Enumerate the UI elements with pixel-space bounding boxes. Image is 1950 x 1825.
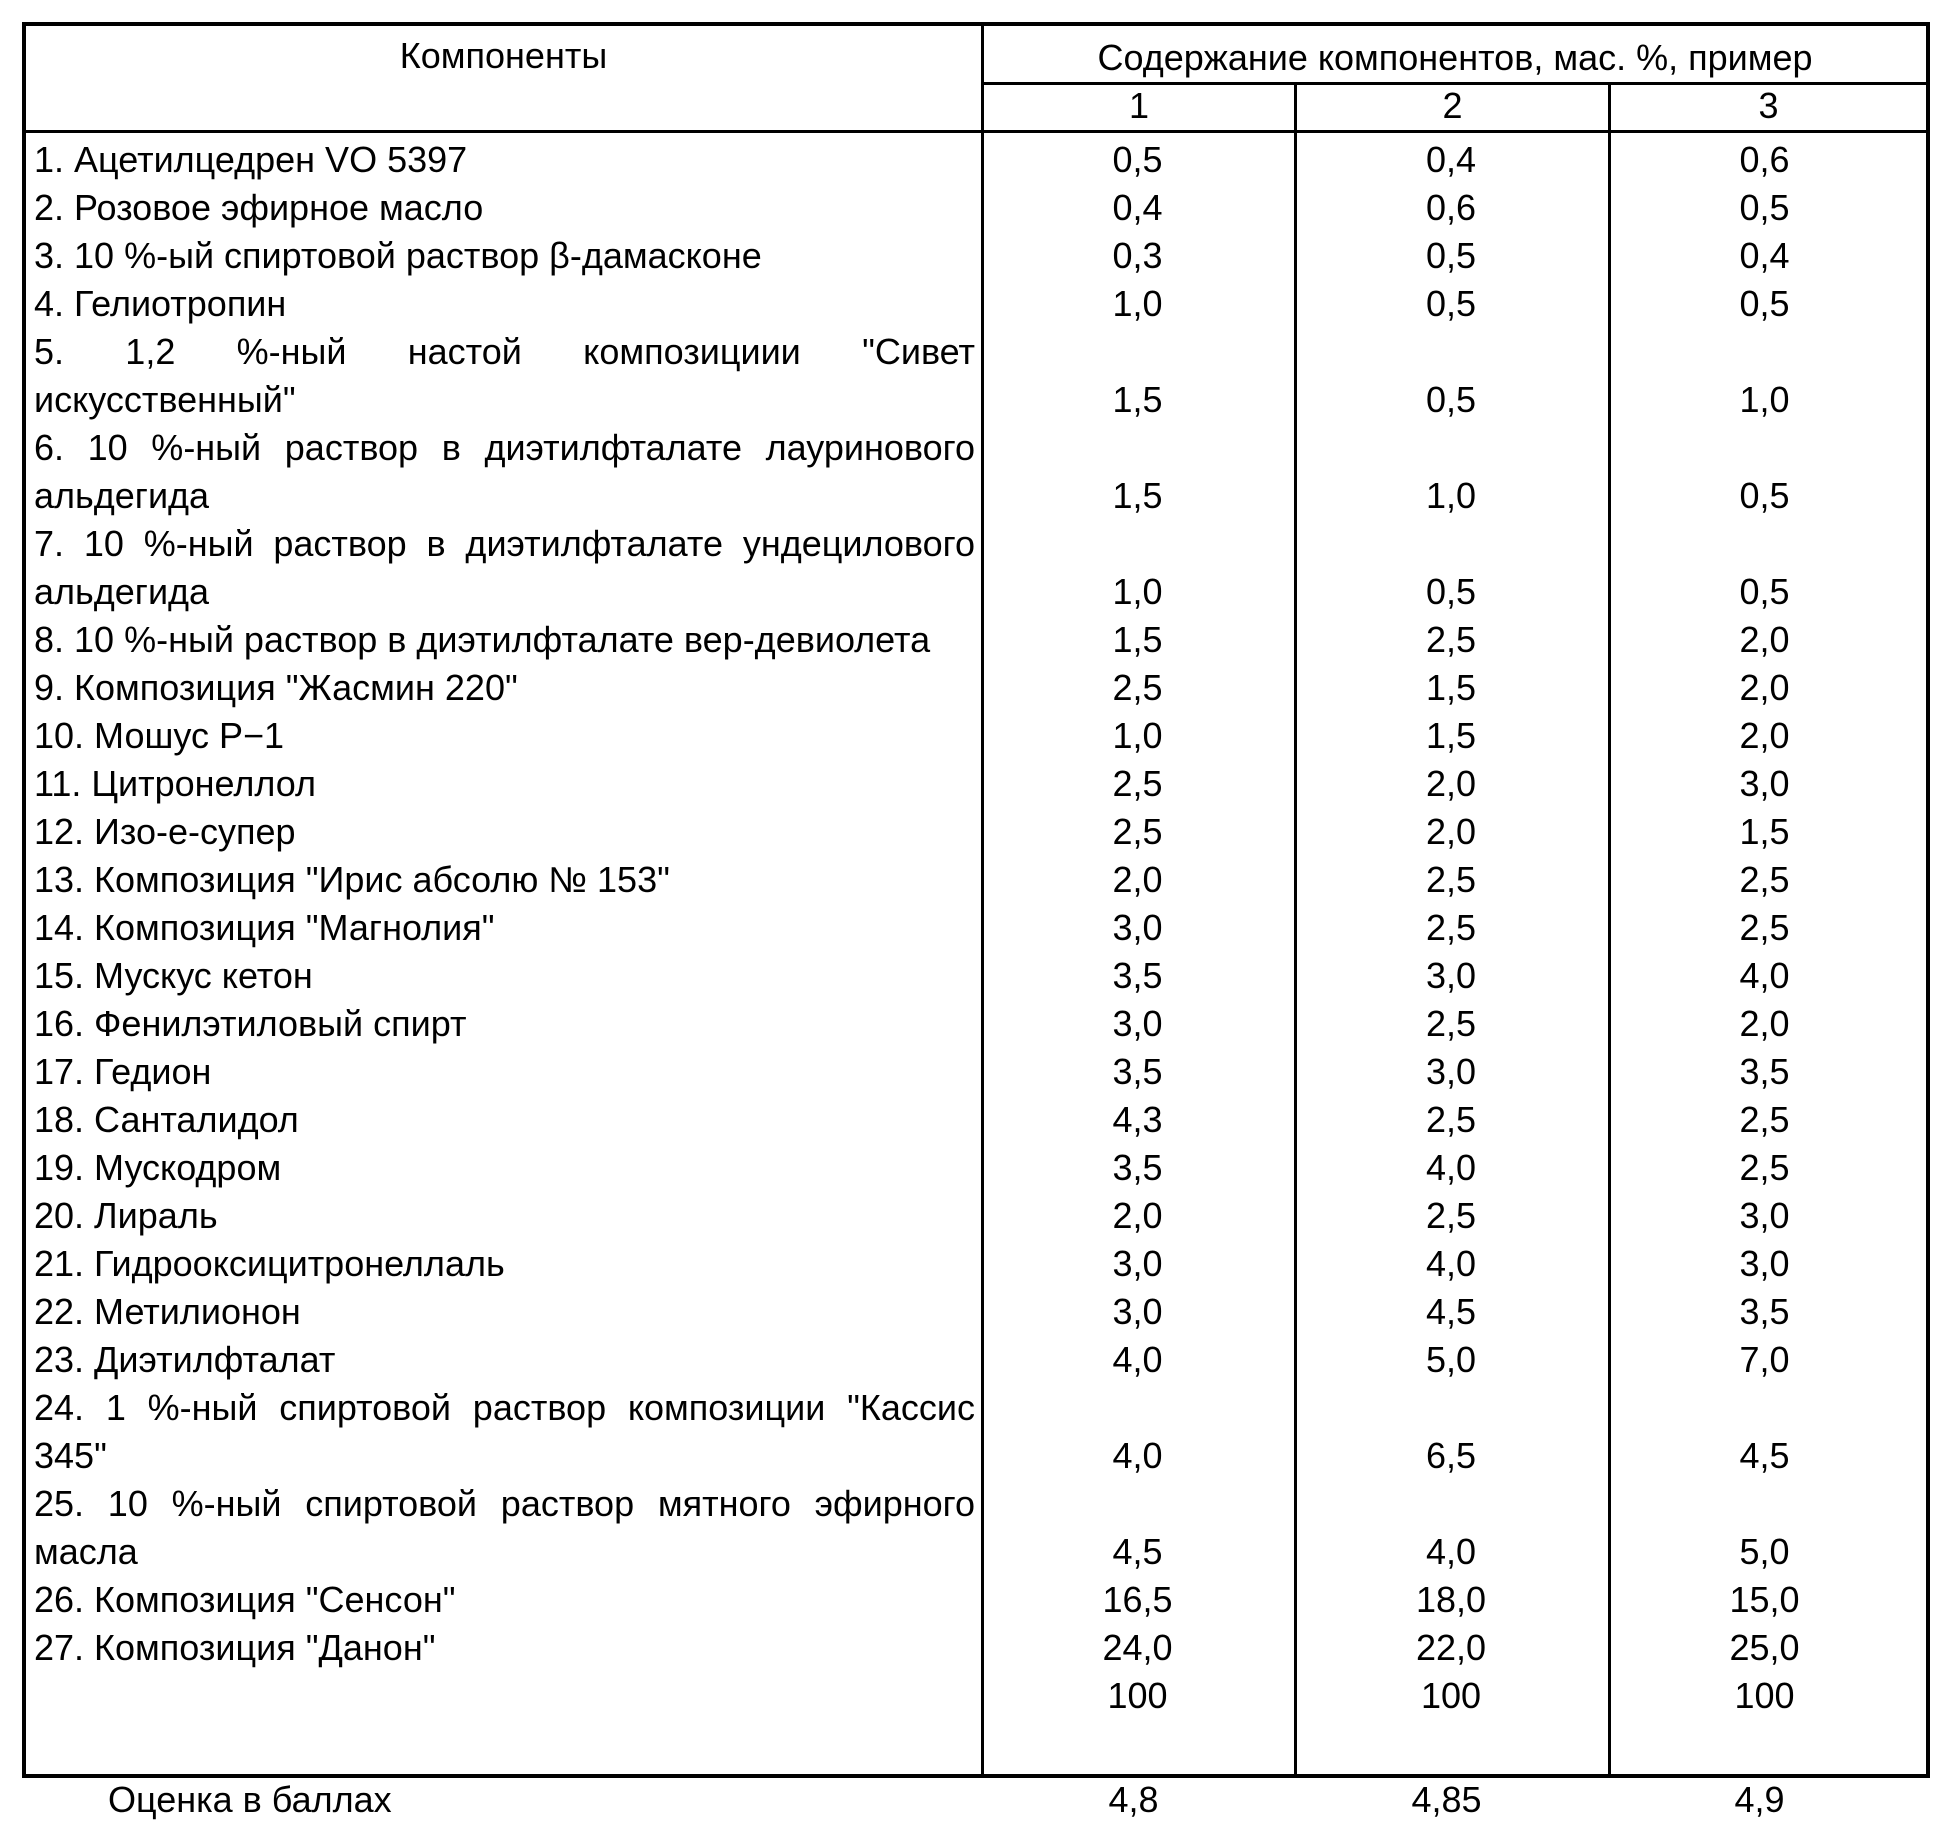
component-name: 14. Композиция "Магнолия" — [34, 907, 495, 948]
table-row — [26, 1288, 1926, 1336]
component-value: 0,5 — [1425, 571, 1477, 612]
table-row — [26, 1576, 1926, 1624]
component-value: 0,4 — [1739, 235, 1790, 276]
table-row — [26, 1624, 1926, 1672]
score-row — [22, 1778, 1930, 1822]
component-name: 12. Изо-е-супер — [34, 811, 296, 852]
component-name: 3. 10 %-ый спиртовой раствор β-дамасконе — [34, 235, 762, 276]
table-row — [26, 280, 1926, 328]
total-value: 100 — [1734, 1675, 1795, 1716]
component-name: 1. Ацетилцедрен VO 5397 — [34, 139, 468, 180]
header-content: Содержание компонентов, мас. %, пример — [1097, 37, 1813, 78]
component-name: 17. Гедион — [34, 1051, 212, 1092]
component-value: 2,0 — [1112, 1195, 1163, 1236]
component-value: 2,0 — [1739, 1003, 1790, 1044]
component-value: 4,0 — [1112, 1339, 1163, 1380]
component-value: 0,5 — [1425, 283, 1477, 324]
component-name: 13. Композиция "Ирис абсолю № 153" — [34, 859, 670, 900]
component-value: 3,5 — [1112, 955, 1163, 996]
component-value: 0,6 — [1739, 139, 1790, 180]
component-value: 5,0 — [1425, 1339, 1477, 1380]
component-value: 2,0 — [1739, 619, 1790, 660]
component-value: 4,3 — [1112, 1099, 1163, 1140]
component-value: 1,5 — [1112, 379, 1163, 420]
table-row — [26, 904, 1926, 952]
component-name: 10. Мошус Р−1 — [34, 715, 284, 756]
component-name: 24. 1 %-ный спиртовой раствор композиции "Кассис 345" — [34, 1387, 975, 1476]
table-row — [26, 1336, 1926, 1384]
component-value: 3,0 — [1739, 1195, 1790, 1236]
component-value: 0,3 — [1112, 235, 1163, 276]
table-row — [26, 328, 1926, 424]
score-value: 4,8 — [1108, 1779, 1159, 1820]
component-value: 3,0 — [1739, 763, 1790, 804]
component-value: 25,0 — [1729, 1627, 1800, 1668]
component-name: 20. Лираль — [34, 1195, 218, 1236]
component-name: 2. Розовое эфирное масло — [34, 187, 484, 228]
component-value: 4,5 — [1739, 1435, 1790, 1476]
component-name: 15. Мускус кетон — [34, 955, 313, 996]
header-example-1: 1 — [1128, 85, 1150, 126]
component-name: 4. Гелиотропин — [34, 283, 287, 324]
component-value: 3,0 — [1425, 1051, 1477, 1092]
component-name: 5. 1,2 %-ный настой композициии "Сивет искусственный" — [34, 331, 975, 420]
table-row — [26, 1192, 1926, 1240]
score-value: 4,85 — [1411, 1779, 1482, 1820]
component-value: 2,5 — [1739, 859, 1790, 900]
component-value: 2,0 — [1739, 715, 1790, 756]
component-value: 2,0 — [1739, 667, 1790, 708]
component-value: 4,5 — [1112, 1531, 1163, 1572]
component-value: 0,5 — [1739, 475, 1790, 516]
component-value: 4,0 — [1112, 1435, 1163, 1476]
header-example-3: 3 — [1758, 85, 1779, 126]
component-name: 6. 10 %-ный раствор в диэтилфталате лауринового альдегида — [34, 427, 975, 516]
component-value: 0,5 — [1739, 571, 1790, 612]
component-value: 4,5 — [1425, 1291, 1477, 1332]
table-row — [26, 760, 1926, 808]
component-value: 2,0 — [1425, 811, 1477, 852]
component-value: 3,0 — [1112, 1291, 1163, 1332]
component-value: 2,0 — [1112, 859, 1163, 900]
component-value: 4,0 — [1425, 1243, 1477, 1284]
component-value: 15,0 — [1729, 1579, 1800, 1620]
component-value: 3,5 — [1739, 1051, 1790, 1092]
table-row — [26, 1144, 1926, 1192]
component-name: 19. Мускодром — [34, 1147, 282, 1188]
component-value: 0,6 — [1425, 187, 1477, 228]
component-value: 4,0 — [1425, 1531, 1477, 1572]
component-value: 6,5 — [1425, 1435, 1477, 1476]
table-row — [26, 1048, 1926, 1096]
component-name: 11. Цитронеллол — [34, 763, 317, 804]
component-value: 1,0 — [1425, 475, 1477, 516]
component-name: 26. Композиция "Сенсон" — [34, 1579, 456, 1620]
component-value: 0,5 — [1112, 139, 1163, 180]
component-value: 16,5 — [1102, 1579, 1173, 1620]
component-value: 0,5 — [1425, 379, 1477, 420]
component-value: 3,5 — [1739, 1291, 1790, 1332]
component-value: 2,5 — [1739, 907, 1790, 948]
component-value: 1,0 — [1112, 571, 1163, 612]
component-value: 1,0 — [1739, 379, 1790, 420]
component-value: 2,5 — [1425, 619, 1477, 660]
table-body — [26, 136, 1926, 1720]
component-name: 25. 10 %-ный спиртовой раствор мятного эфирного масла — [34, 1483, 975, 1572]
header-components: Компоненты — [399, 35, 608, 76]
component-value: 0,5 — [1739, 187, 1790, 228]
component-value: 4,0 — [1425, 1147, 1477, 1188]
table-row — [26, 856, 1926, 904]
score-label: Оценка в баллах — [108, 1779, 392, 1820]
component-value: 2,5 — [1112, 811, 1163, 852]
component-value: 0,4 — [1112, 187, 1163, 228]
component-value: 3,0 — [1425, 955, 1477, 996]
component-name: 23. Диэтилфталат — [34, 1339, 336, 1380]
component-value: 3,0 — [1112, 1003, 1163, 1044]
table-row — [26, 616, 1926, 664]
component-value: 1,5 — [1112, 475, 1163, 516]
table-row — [26, 136, 1926, 184]
component-value: 3,0 — [1739, 1243, 1790, 1284]
component-value: 0,5 — [1425, 235, 1477, 276]
table-row — [26, 1384, 1926, 1480]
total-value: 100 — [1107, 1675, 1168, 1716]
table-row — [26, 712, 1926, 760]
component-value: 1,5 — [1425, 667, 1477, 708]
total-value: 100 — [1420, 1675, 1482, 1716]
component-value: 1,0 — [1112, 715, 1163, 756]
score-value: 4,9 — [1734, 1779, 1785, 1820]
component-value: 7,0 — [1739, 1339, 1790, 1380]
table-row — [26, 1000, 1926, 1048]
component-value: 1,5 — [1112, 619, 1163, 660]
table-row — [26, 952, 1926, 1000]
header-divider — [26, 130, 1926, 133]
component-value: 2,0 — [1425, 763, 1477, 804]
component-value: 3,0 — [1112, 1243, 1163, 1284]
component-value: 5,0 — [1739, 1531, 1790, 1572]
component-name: 21. Гидрооксицитронеллаль — [34, 1243, 505, 1284]
component-name: 18. Санталидол — [34, 1099, 299, 1140]
table-row — [26, 1480, 1926, 1576]
table-row — [26, 424, 1926, 520]
component-value: 3,5 — [1112, 1147, 1163, 1188]
component-value: 2,5 — [1425, 1195, 1477, 1236]
table-row — [26, 1096, 1926, 1144]
component-value: 4,0 — [1739, 955, 1790, 996]
component-value: 2,5 — [1425, 859, 1477, 900]
component-value: 2,5 — [1425, 1099, 1477, 1140]
component-value: 0,5 — [1739, 283, 1790, 324]
composition-table — [22, 22, 1930, 1778]
table-row — [26, 664, 1926, 712]
component-value: 2,5 — [1425, 907, 1477, 948]
component-value: 1,0 — [1112, 283, 1163, 324]
component-name: 8. 10 %-ный раствор в диэтилфталате вер-девиолета — [34, 619, 931, 660]
component-name: 9. Композиция "Жасмин 220" — [34, 667, 518, 708]
component-value: 24,0 — [1102, 1627, 1173, 1668]
component-value: 1,5 — [1425, 715, 1477, 756]
component-value: 22,0 — [1415, 1627, 1487, 1668]
table-row — [26, 808, 1926, 856]
component-value: 2,5 — [1739, 1147, 1790, 1188]
table-row — [26, 232, 1926, 280]
total-row — [26, 1672, 1926, 1720]
component-name: 22. Метилионон — [34, 1291, 301, 1332]
component-value: 2,5 — [1112, 763, 1163, 804]
component-value: 2,5 — [1425, 1003, 1477, 1044]
component-value: 3,0 — [1112, 907, 1163, 948]
component-name: 7. 10 %-ный раствор в диэтилфталате ундецилового альдегида — [34, 523, 975, 612]
component-value: 2,5 — [1739, 1099, 1790, 1140]
header-example-2: 2 — [1442, 85, 1463, 126]
component-value: 1,5 — [1739, 811, 1790, 852]
table-row — [26, 1240, 1926, 1288]
component-name: 16. Фенилэтиловый спирт — [34, 1003, 467, 1044]
component-value: 3,5 — [1112, 1051, 1163, 1092]
component-value: 0,4 — [1425, 139, 1477, 180]
component-name: 27. Композиция "Данон" — [34, 1627, 436, 1668]
table-row — [26, 520, 1926, 616]
component-value: 2,5 — [1112, 667, 1163, 708]
table-row — [26, 184, 1926, 232]
component-value: 18,0 — [1415, 1579, 1487, 1620]
